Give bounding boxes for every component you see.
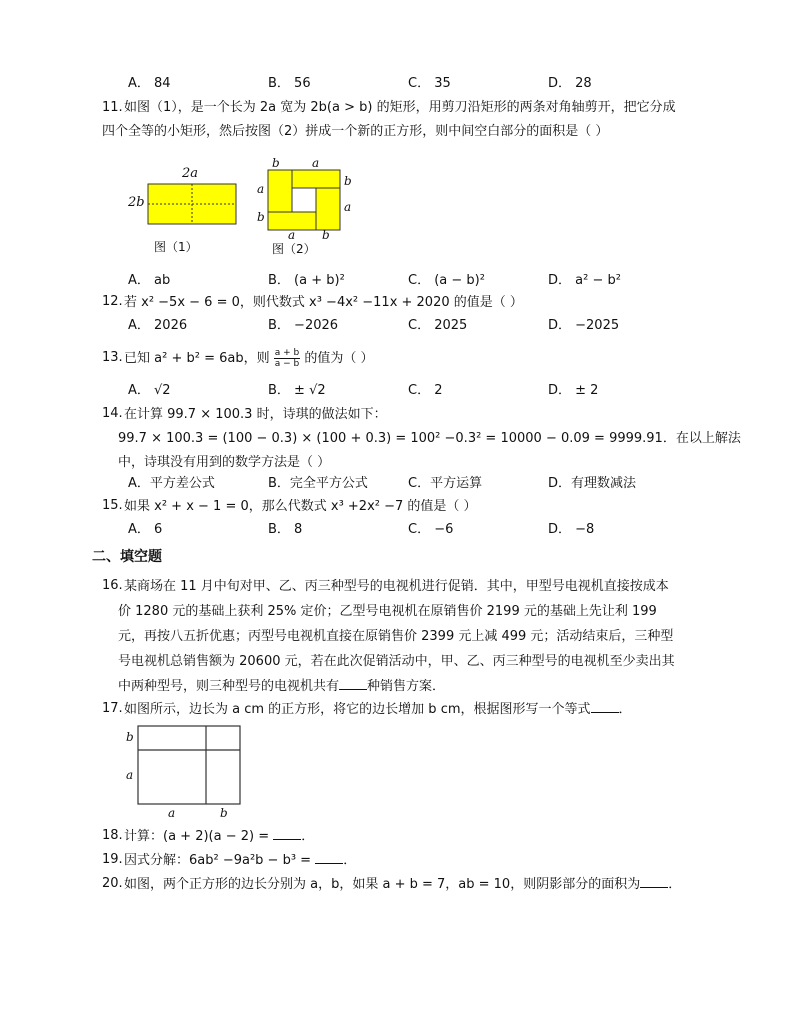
q19-text-a: 因式分解：6ab² −9a²b − b³ = xyxy=(124,853,316,868)
q17-text-b: ． xyxy=(618,702,632,717)
q13-number: 13. xyxy=(102,350,123,365)
q19-text xyxy=(124,850,356,872)
figure-2-label-b-top: b xyxy=(272,156,280,170)
q12-option-c[interactable]: C． 2025 xyxy=(408,318,468,333)
q15-option-d[interactable]: D． −8 xyxy=(548,522,595,537)
figure-2-label-a-top: a xyxy=(312,156,320,170)
q14-option-d[interactable]: D．有理数减法 xyxy=(548,476,637,491)
q13-option-c[interactable]: C． 2 xyxy=(408,383,443,398)
q11-figure-1 xyxy=(126,162,248,258)
q20-answer-blank[interactable] xyxy=(640,875,668,888)
q15-option-c[interactable]: C． −6 xyxy=(408,522,454,537)
q16-answer-blank[interactable] xyxy=(339,677,367,690)
q11-text-line2: 四个全等的小矩形，然后按图（2）拼成一个新的正方形，则中间空白部分的面积是（ ） xyxy=(102,124,609,139)
figure-1-top-label: 2a xyxy=(182,166,199,181)
q17-number: 17. xyxy=(102,701,123,716)
q16-text-line1: 某商场在 11 月中旬对甲、乙、丙三种型号的电视机进行促销．其中，甲型号电视机直接按成本 xyxy=(124,579,669,594)
q11-option-c[interactable]: C． (a − b)² xyxy=(408,273,485,288)
q10-option-b[interactable]: B． 56 xyxy=(268,76,311,91)
q12-option-d[interactable]: D． −2025 xyxy=(548,318,620,333)
q16-text-line2: 价 1280 元的基础上获利 25% 定价；乙型号电视机在原销售价 2199 元的基础上先让利 199 xyxy=(118,604,657,619)
q14-options xyxy=(0,474,794,494)
q14-option-b[interactable]: B．完全平方公式 xyxy=(268,476,368,491)
q11-text-line1: 如图（1），是一个长为 2a 宽为 2b(a > b) 的矩形，用剪刀沿矩形的两条对角轴剪开，把它分成 xyxy=(124,100,676,115)
q14-number: 14. xyxy=(102,406,123,421)
q16-text-line5-b: 种销售方案． xyxy=(367,679,446,694)
q11-figure-2 xyxy=(254,154,354,258)
q13-fraction-numerator: a + b xyxy=(274,348,300,358)
q20-number: 20. xyxy=(102,876,123,891)
q12-option-a[interactable]: A． 2026 xyxy=(128,318,188,333)
q11-option-a[interactable]: A． ab xyxy=(128,273,171,288)
q14-text-line3: 中，诗琪没有用到的数学方法是（ ） xyxy=(118,455,331,470)
q17-figure xyxy=(122,722,248,822)
q13-option-b[interactable]: B． ± √2 xyxy=(268,383,326,398)
q12-option-b[interactable]: B． −2026 xyxy=(268,318,339,333)
q15-option-a[interactable]: A． 6 xyxy=(128,522,163,537)
q18-answer-blank[interactable] xyxy=(273,827,301,840)
q15-option-b[interactable]: B． 8 xyxy=(268,522,303,537)
q12-text: 若 x² −5x − 6 = 0，则代数式 x³ −4x² −11x + 2020 的值是（ ） xyxy=(124,295,523,310)
q18-number: 18. xyxy=(102,828,123,843)
q14-text-line2: 99.7 × 100.3 = (100 − 0.3) × (100 + 0.3) = 100² −0.3² = 10000 − 0.09 = 9999.91．在以上解法 xyxy=(118,431,741,446)
q19-number: 19. xyxy=(102,852,123,867)
q16-number: 16. xyxy=(102,578,123,593)
q16-text-line3: 元，再按八五折优惠；丙型号电视机直接在原销售价 2399 元上减 499 元；活动结束后，三种型 xyxy=(118,629,674,644)
q19-answer-blank[interactable] xyxy=(315,851,343,864)
q19-text-b: ． xyxy=(343,853,357,868)
q16-text-line5-a: 中两种型号，则三种型号的电视机共有 xyxy=(118,679,340,694)
figure-2-label-a-left: a xyxy=(257,182,265,196)
figure-2-label-b-bottom: b xyxy=(322,228,330,242)
q17-text xyxy=(124,699,632,721)
q17-answer-blank[interactable] xyxy=(591,700,619,713)
q10-option-d[interactable]: D． 28 xyxy=(548,76,592,91)
q15-number: 15. xyxy=(102,498,123,513)
q20-text-b: ． xyxy=(668,877,682,892)
q13-text xyxy=(124,348,374,370)
q17-label-b-left: b xyxy=(126,730,134,744)
figure-2-label-a-right: a xyxy=(344,200,352,214)
q13-options xyxy=(0,381,794,401)
figure-1-caption: 图（1） xyxy=(154,240,198,254)
q15-text: 如果 x² + x − 1 = 0，那么代数式 x³ +2x² −7 的值是（ ） xyxy=(124,499,477,514)
q13-option-d[interactable]: D． ± 2 xyxy=(548,383,599,398)
q16-text-line4: 号电视机总销售额为 20600 元，若在此次促销活动中，甲、乙、丙三种型号的电视机至少卖出其 xyxy=(118,654,675,669)
q11-option-d[interactable]: D． a² − b² xyxy=(548,273,621,288)
q13-text-a: 已知 a² + b² = 6ab，则 xyxy=(124,351,270,366)
q13-option-a[interactable]: A． √2 xyxy=(128,383,171,398)
section-title-fill-in: 二、填空题 xyxy=(92,549,162,565)
figure-2-caption: 图（2） xyxy=(272,242,316,256)
q13-fraction xyxy=(274,348,301,369)
q16-text-line5 xyxy=(118,676,445,698)
q20-text-a: 如图，两个正方形的边长分别为 a，b，如果 a + b = 7，ab = 10，则阴影部分的面积为 xyxy=(124,877,641,892)
q14-option-a[interactable]: A．平方差公式 xyxy=(128,476,215,491)
q11-option-b[interactable]: B． (a + b)² xyxy=(268,273,345,288)
q13-text-b: 的值为（ ） xyxy=(304,351,374,366)
q13-fraction-denominator: a − b xyxy=(274,359,300,369)
figure-2-blank-square xyxy=(292,188,316,212)
q10-options xyxy=(0,74,794,94)
q10-option-a[interactable]: A． 84 xyxy=(128,76,171,91)
q20-text xyxy=(124,874,681,896)
q18-text xyxy=(124,826,314,848)
q18-text-a: 计算：(a + 2)(a − 2) = xyxy=(124,829,274,844)
q17-label-a-left: a xyxy=(126,768,134,782)
q17-label-a-bottom: a xyxy=(168,806,176,820)
q15-options xyxy=(0,520,794,540)
q17-label-b-bottom: b xyxy=(220,806,228,820)
q14-text-line1: 在计算 99.7 × 100.3 时，诗琪的做法如下： xyxy=(124,407,387,422)
q11-options xyxy=(0,271,794,291)
figure-2-label-b-right: b xyxy=(344,174,352,188)
figure-2-label-b-left: b xyxy=(257,210,265,224)
q17-text-a: 如图所示，边长为 a cm 的正方形，将它的边长增加 b cm，根据图形写一个等式 xyxy=(124,702,591,717)
q11-number: 11. xyxy=(102,100,123,115)
figure-2-label-a-bottom: a xyxy=(288,228,296,242)
q12-options xyxy=(0,316,794,336)
q12-number: 12. xyxy=(102,294,123,309)
q14-option-c[interactable]: C．平方运算 xyxy=(408,476,483,491)
q10-option-c[interactable]: C． 35 xyxy=(408,76,451,91)
figure-1-left-label: 2b xyxy=(128,195,145,210)
q18-text-b: ． xyxy=(301,829,315,844)
q17-figure-drawing xyxy=(122,722,248,822)
